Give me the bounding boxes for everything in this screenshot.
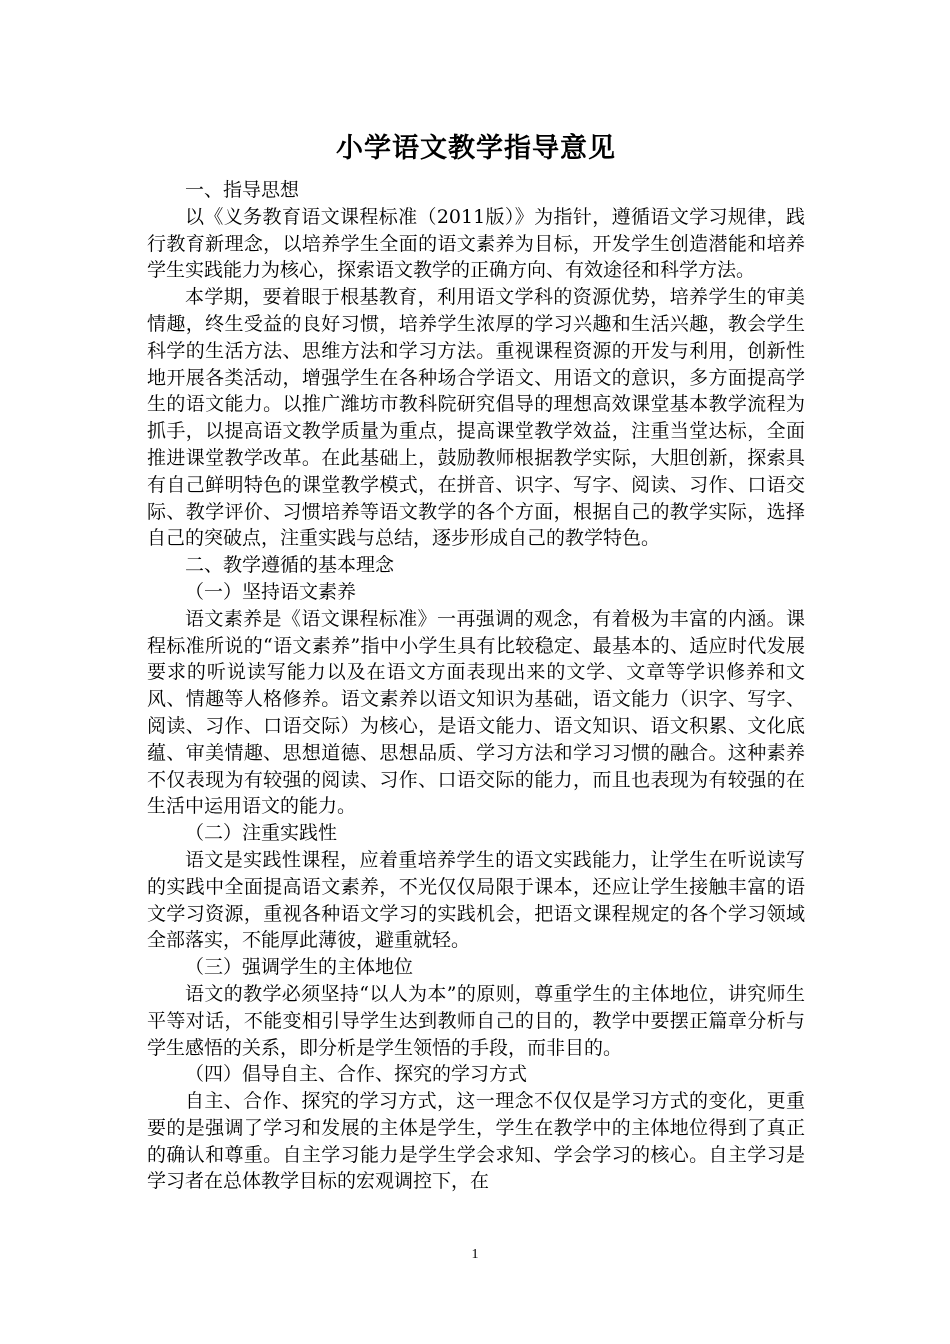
subsection-heading-learning-methods: （四）倡导自主、合作、探究的学习方式 (185, 1063, 528, 1086)
paragraph: 本学期，要着眼于根基教育，利用语文学科的资源优势，培养学生的审美情趣，终生受益的良好习惯，培养学生浓厚的学习兴趣和生活兴趣，教会学生科学的生活方法、思维方法和学习方法。重视课程资源的开发与利用，创新性地开展各类活动，增强学生在各种场合学语文、用语文的意识，多方面提高学生的语文能力。以推广潍坊市教科院研究倡导的理想高效课堂基本教学流程为抓手，以提高语文教学质量为重点，提高课堂教学效益，注重当堂达标，全面推进课堂教学改革。在此基础上，鼓励教师根据教学实际，大胆创新，探索具有自己鲜明特色的课堂教学模式，在拼音、识字、写字、阅读、习作、口语交际、教学评价、习惯培养等语文教学的各个方面，根据自己的教学实际，选择自己的突破点，注重实践与总结，逐步形成自己的教学特色。 (147, 286, 805, 550)
paragraph: 语文的教学必须坚持“以人为本”的原则，尊重学生的主体地位，讲究师生平等对话，不能变相引导学生达到教师自己的目的，教学中要摆正篇章分析与学生感悟的关系，即分析是学生领悟的手段，而非目的。 (147, 982, 805, 1059)
paragraph: 语文是实践性课程，应着重培养学生的语文实践能力，让学生在听说读写的实践中全面提高语文素养，不光仅仅局限于课本，还应让学生接触丰富的语文学习资源，重视各种语文学习的实践机会，把语文课程规定的各个学习领域全部落实，不能厚此薄彼，避重就轻。 (147, 848, 805, 952)
subsection-heading-student-subject: （三）强调学生的主体地位 (185, 956, 414, 979)
document-body (147, 125, 805, 1195)
paragraph: 语文素养是《语文课程标准》一再强调的观念，有着极为丰富的内涵。课程标准所说的“语文素养”指中小学生具有比较稳定、最基本的、适应时代发展要求的听说读写能力以及在语文方面表现出来的文学、文章等学识修养和文风、情趣等人格修养。语文素养以语文知识为基础，语文能力（识字、写字、阅读、习作、口语交际）为核心，是语文能力、语文知识、语文积累、文化底蕴、审美情趣、思想道德、思想品质、学习方法和学习习惯的融合。这种素养不仅表现为有较强的阅读、习作、口语交际的能力，而且也表现为有较强的在生活中运用语文的能力。 (147, 607, 805, 818)
section-heading-guiding-ideology: 一、指导思想 (185, 179, 300, 201)
section-heading-basic-principles: 二、教学遵循的基本理念 (185, 554, 395, 577)
subsection-heading-practice: （二）注重实践性 (185, 822, 338, 845)
subsection-heading-literacy: （一）坚持语文素养 (185, 580, 357, 603)
paragraph: 以《义务教育语文课程标准（2011版）》为指针，遵循语文学习规律，践行教育新理念，以培养学生全面的语文素养为目标，开发学生创造潜能和培养学生实践能力为核心，探索语文教学的正确方向、有效途径和科学方法。 (147, 205, 805, 282)
page-number: 1 (471, 1247, 479, 1262)
paragraph: 自主、合作、探究的学习方式，这一理念不仅仅是学习方式的变化，更重要的是强调了学习和发展的主体是学生，学生在教学中的主体地位得到了真正的确认和尊重。自主学习能力是学生学会求知、学会学习的核心。自主学习是学习者在总体教学目标的宏观调控下，在 (147, 1090, 805, 1193)
document-title: 小学语文教学指导意见 (336, 133, 616, 164)
